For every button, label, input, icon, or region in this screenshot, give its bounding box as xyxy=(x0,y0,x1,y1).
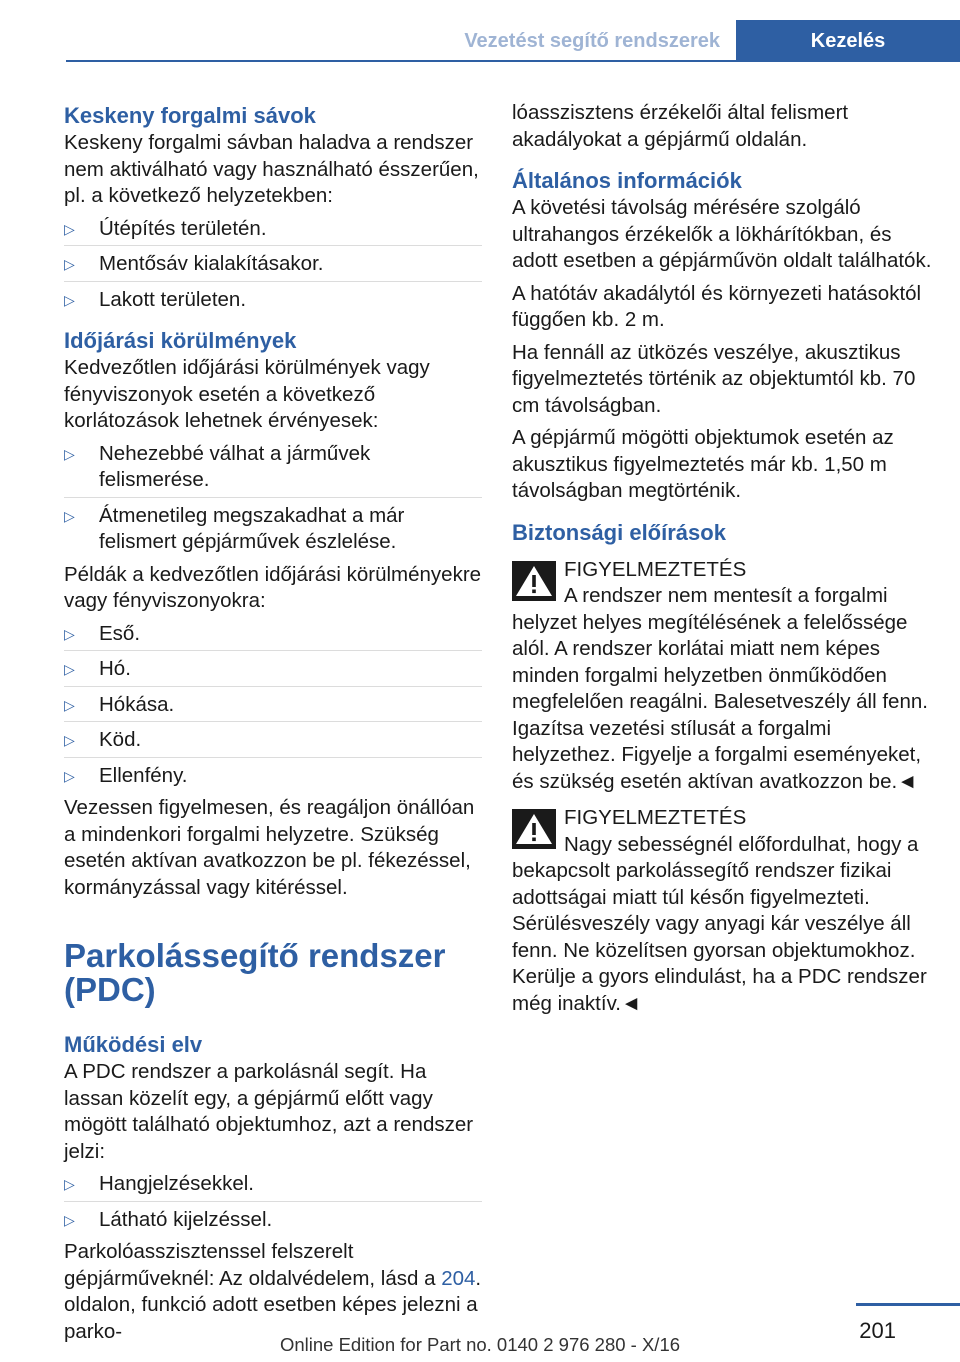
list-item-text: Ellenfény. xyxy=(99,763,188,787)
warning-title: FIGYELMEZTETÉS xyxy=(564,557,747,581)
list-item-text: Hó. xyxy=(99,657,131,680)
warning-box-1 xyxy=(512,557,932,796)
heading-general: Általános információk xyxy=(512,168,742,193)
list-item-text: Mentősáv kialakításakor. xyxy=(99,252,324,275)
list-item xyxy=(64,727,482,754)
divider xyxy=(64,245,482,246)
list-item xyxy=(64,621,482,648)
divider xyxy=(64,281,482,282)
para-examples: Példák a kedvezőtlen időjárási körülményekre vagy fényviszonyokra: xyxy=(64,562,482,612)
triangle-right-icon: ▷ xyxy=(64,661,75,677)
triangle-right-icon: ▷ xyxy=(64,1176,75,1192)
divider xyxy=(64,1201,482,1202)
right-column xyxy=(512,100,932,1027)
warning-title: FIGYELMEZTETÉS xyxy=(564,806,747,829)
list-item-text: Átmenetileg megszakadhat a már felismert gépjárművek észlelése. xyxy=(99,503,405,553)
list-item xyxy=(64,692,482,719)
section-title: Vezetést segítő rendszerek xyxy=(464,30,720,52)
list-weather xyxy=(64,441,482,556)
list-item-text: Lakott területen. xyxy=(99,287,247,311)
para-continued: lóasszisztens érzékelői által felismert akadályokat a gépjármű oldalán. xyxy=(512,101,849,151)
chapter-tab[interactable]: Kezelés xyxy=(736,20,960,62)
list-narrow-lanes xyxy=(64,216,482,314)
list-item xyxy=(64,216,482,243)
triangle-right-icon: ▷ xyxy=(64,291,75,308)
divider xyxy=(64,757,482,758)
divider xyxy=(64,650,482,651)
list-item xyxy=(64,1171,482,1198)
page-header xyxy=(0,0,960,60)
divider xyxy=(64,497,482,498)
heading-narrow-lanes: Keskeny forgalmi sávok xyxy=(64,103,316,128)
warning-triangle-icon xyxy=(512,809,556,849)
triangle-right-icon: ▷ xyxy=(64,625,75,642)
para-side-text-a: Parkolóasszisztenssel felszerelt gépjárműveknél: Az oldalvédelem, lásd a xyxy=(64,1240,442,1290)
heading-pdc: Parkolássegítő rendszer (PDC) xyxy=(64,937,446,1008)
edition-line: Online Edition for Part no. 0140 2 976 280 - X/16 xyxy=(279,1334,681,1355)
para-general-1: A követési távolság mérésére szolgáló ultrahangos érzékelők a lökhárítókban, és adott esetben a gépjárművön oldalt találhatók. xyxy=(512,196,932,272)
list-examples xyxy=(64,621,482,790)
list-item xyxy=(64,251,482,278)
warning-text: A rendszer nem mentesít a forgalmi helyzet helyes megítélésének a felelőssége alól. A rendszer korlátai miatt nem képes minden forgalmi helyzetben önműködően megfelelően reagálni. Balesetveszély áll fenn. Igazítsa vezetési stílusát a forgalmi helyzethez. Figyelje a forgalmi eseményeket, és szükség esetén aktívan avatkozzon be.◄ xyxy=(512,584,928,793)
warning-box-2 xyxy=(512,805,932,1017)
list-item-text: Látható kijelzéssel. xyxy=(99,1207,273,1231)
divider xyxy=(64,686,482,687)
footer-rule xyxy=(856,1303,960,1306)
list-item xyxy=(64,503,482,556)
heading-safety: Biztonsági előírások xyxy=(512,519,726,545)
triangle-right-icon: ▷ xyxy=(64,256,75,272)
para-general-3: Ha fennáll az ütközés veszélye, akusztikus figyelmeztetés történik az objektumtól kb. 70 cm távolságban. xyxy=(512,340,916,417)
triangle-right-icon: ▷ xyxy=(64,732,75,748)
warning-text: Nagy sebességnél előfordulhat, hogy a bekapcsolt parkolássegítő rendszer fizikai adottságai miatt túl későn figyelmezteti. Sérülésveszély vagy anyagi kár veszélye áll fenn. Ne közelítsen gyorsan objektumokhoz. Kerülje a gyors elindulást, ha a PDC rendszer még inaktív.◄ xyxy=(512,832,927,1015)
triangle-right-icon: ▷ xyxy=(64,507,75,524)
para-general-4: A gépjármű mögötti objektumok esetén az akusztikus figyelmeztetés már kb. 1,50 m távolságban megtörténik. xyxy=(512,426,894,502)
list-item xyxy=(64,287,482,314)
list-item xyxy=(64,763,482,790)
page-number: 201 xyxy=(859,1318,896,1343)
list-item xyxy=(64,1207,482,1234)
heading-weather: Időjárási körülmények xyxy=(64,328,297,353)
list-item-text: Útépítés területén. xyxy=(99,216,267,240)
triangle-right-icon: ▷ xyxy=(64,445,75,462)
para-general-2: A hatótáv akadálytól és környezeti hatásoktól függően kb. 2 m. xyxy=(512,281,922,331)
para-side-protection xyxy=(64,1239,482,1345)
triangle-right-icon: ▷ xyxy=(64,696,75,713)
para-principle: A PDC rendszer a parkolásnál segít. Ha lassan közelít egy, a gépjármű előtt vagy mögött található objektumhoz, azt a rendszer jelzi: xyxy=(64,1060,474,1163)
list-item xyxy=(64,656,482,683)
triangle-right-icon: ▷ xyxy=(64,1211,75,1228)
list-item-text: Köd. xyxy=(99,728,142,751)
para-narrow-lanes: Keskeny forgalmi sávban haladva a rendszer nem aktiválható vagy használható ésszerűen, pl. a következő helyzetekben: xyxy=(64,131,479,207)
triangle-right-icon: ▷ xyxy=(64,767,75,784)
heading-principle: Működési elv xyxy=(64,1032,203,1057)
list-item xyxy=(64,441,482,494)
page-reference-link[interactable]: 204 xyxy=(441,1266,476,1290)
list-item-text: Hangjelzésekkel. xyxy=(99,1172,254,1195)
para-side-text-b: . oldalon, funkció adott esetben képes jelezni a parko- xyxy=(64,1266,482,1343)
divider xyxy=(64,721,482,722)
para-weather: Kedvezőtlen időjárási körülmények vagy fényviszonyok esetén a következő korlátozások lehetnek érvényesek: xyxy=(64,356,430,432)
header-rule xyxy=(66,60,960,62)
para-careful: Vezessen figyelmesen, és reagáljon önállóan a mindenkori forgalmi helyzetre. Szükség esetén aktívan avatkozzon be pl. fékezéssel, kormányzással vagy kitéréssel. xyxy=(64,796,475,899)
list-principle xyxy=(64,1171,482,1233)
warning-triangle-icon xyxy=(512,561,556,601)
left-column xyxy=(64,100,482,1351)
list-item-text: Hókása. xyxy=(99,692,175,716)
list-item-text: Eső. xyxy=(99,621,141,645)
triangle-right-icon: ▷ xyxy=(64,220,75,237)
list-item-text: Nehezebbé válhat a járművek felismerése. xyxy=(99,441,371,491)
